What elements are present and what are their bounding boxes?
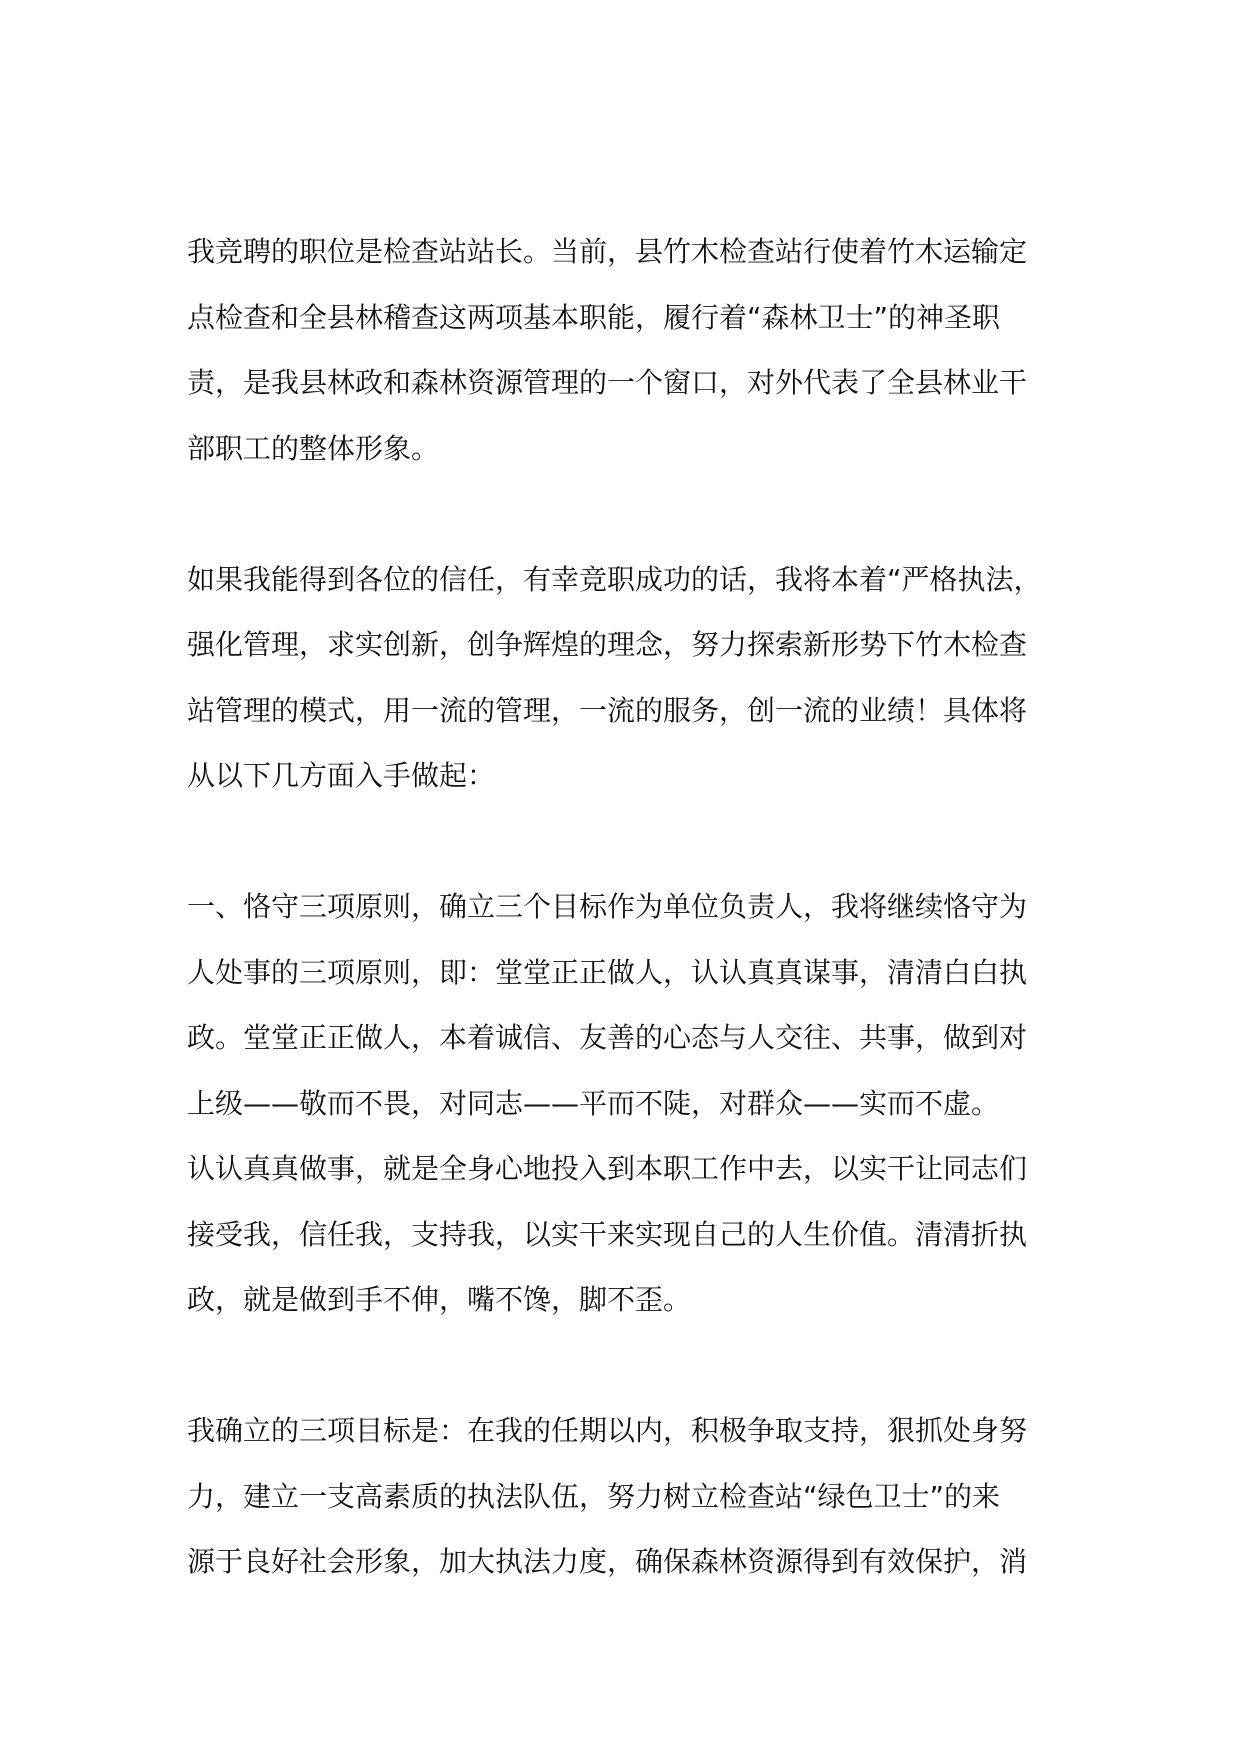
paragraph-spacer (187, 1333, 1067, 1399)
text-line: 我确立的三项目标是：在我的任期以内，积极争取支持，狠抓处身努 (187, 1414, 1028, 1447)
paragraph-spacer (187, 809, 1067, 875)
text-line: 认认真真做事，就是全身心地投入到本职工作中去，以实干让同志们 (187, 1152, 1028, 1185)
paragraph-1 (187, 219, 1067, 481)
text-line: 政。堂堂正正做人，本着诚信、友善的心态与人交往、共事，做到对 (187, 1021, 1028, 1054)
paragraph-2 (187, 547, 1067, 809)
text-line: 人处事的三项原则，即：堂堂正正做人，认认真真谋事，清清白白执 (187, 955, 1028, 989)
text-line: 强化管理，求实创新，创争辉煌的理念，努力探索新形势下竹木检查 (187, 628, 1028, 661)
text-line: 责，是我县林政和森林资源管理的一个窗口，对外代表了全县林业干 (187, 366, 1028, 399)
text-line: 接受我，信任我，支持我，以实干来实现自己的人生价值。清清折执 (187, 1217, 1028, 1251)
text-line: 站管理的模式，用一流的管理，一流的服务，创一流的业绩！具体将 (187, 693, 1028, 727)
document-body (187, 219, 1067, 1595)
text-line: 上级——敬而不畏，对同志——平而不陡，对群众——实而不虚。 (187, 1086, 1000, 1120)
text-line: 源于良好社会形象，加大执法力度，确保森林资源得到有效保护，消 (187, 1545, 1028, 1578)
text-line: 我竞聘的职位是检查站站长。当前，县竹木检查站行使着竹木运输定 (187, 235, 1028, 268)
text-line: 如果我能得到各位的信任，有幸竞职成功的话，我将本着“严格执法， (187, 562, 1042, 596)
text-line: 力，建立一支高素质的执法队伍，努力树立检查站“绿色卫士”的来 (187, 1479, 1001, 1513)
text-line: 政，就是做到手不伸，嘴不馋，脚不歪。 (187, 1283, 692, 1316)
text-line: 从以下几方面入手做起： (187, 759, 496, 792)
paragraph-4 (187, 1398, 1067, 1595)
text-line: 部职工的整体形象。 (187, 431, 440, 465)
text-line: 一、恪守三项原则，确立三个目标作为单位负责人，我将继续恪守为 (187, 890, 1028, 923)
paragraph-3 (187, 874, 1067, 1333)
text-line: 点检查和全县林稽查这两项基本职能，履行着“森林卫士”的神圣职 (187, 300, 1001, 334)
paragraph-spacer (187, 481, 1067, 547)
